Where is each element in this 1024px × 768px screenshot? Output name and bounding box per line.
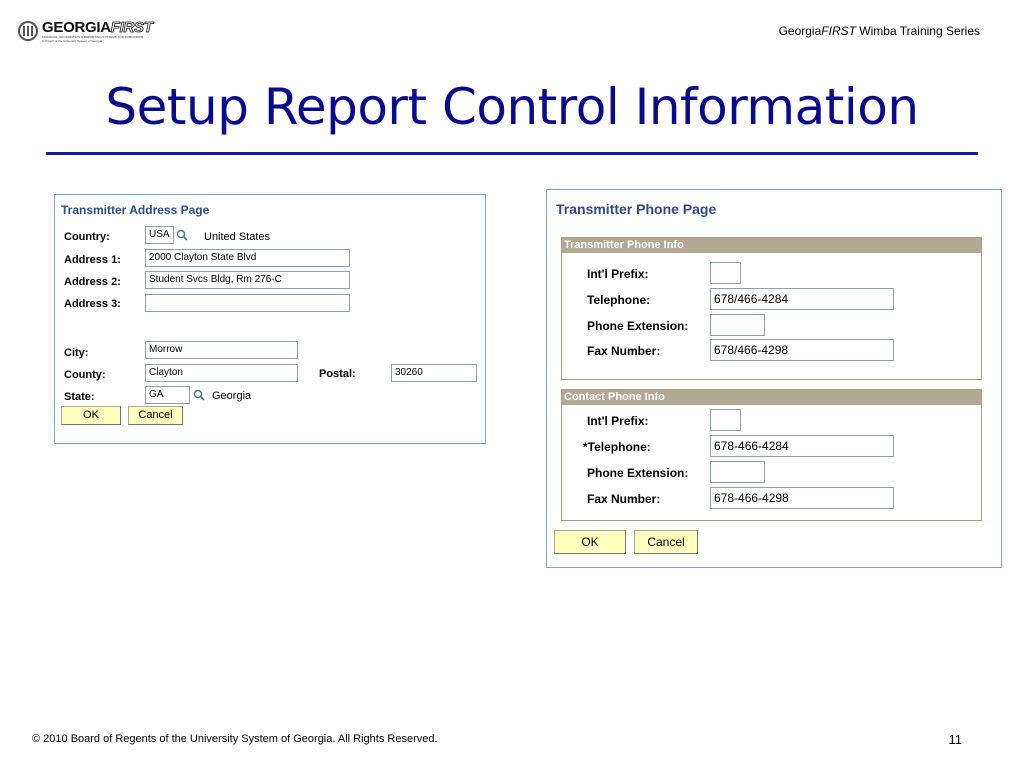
series-suffix: Wimba Training Series bbox=[855, 24, 980, 38]
slide-page-number: 11 bbox=[948, 732, 962, 747]
address2-label: Address 2: bbox=[64, 276, 121, 288]
address3-field[interactable] bbox=[145, 294, 350, 312]
contact-phone-extension-field[interactable] bbox=[710, 461, 765, 483]
logo-tagline: FINANCIAL, INFORMATION & REPORTING SYSTEMS FOR TOMORROW bbox=[42, 34, 144, 39]
state-field[interactable]: GA bbox=[145, 386, 190, 404]
phone-panel-title: Transmitter Phone Page bbox=[556, 201, 717, 217]
logo-tagline-2: A Project of the University System of Georgia bbox=[42, 38, 103, 43]
contact-phone-info-group bbox=[561, 389, 982, 521]
intl-prefix-label: Int'l Prefix: bbox=[587, 267, 649, 281]
contact-telephone-label: *Telephone: bbox=[583, 440, 651, 454]
phone-cancel-button[interactable]: Cancel bbox=[634, 530, 698, 554]
logo-main-text: GEORGIA bbox=[42, 18, 111, 36]
address-ok-button[interactable]: OK bbox=[61, 406, 121, 425]
intl-prefix-field[interactable] bbox=[710, 262, 741, 284]
state-label: State: bbox=[64, 391, 95, 403]
telephone-field[interactable]: 678/466-4284 bbox=[710, 288, 894, 310]
transmitter-address-panel bbox=[54, 194, 486, 444]
phone-extension-field[interactable] bbox=[710, 314, 765, 336]
city-label: City: bbox=[64, 347, 89, 359]
copyright-footer: © 2010 Board of Regents of the University System of Georgia. All Rights Reserved. bbox=[32, 733, 438, 745]
fax-number-field[interactable]: 678/466-4298 bbox=[710, 339, 894, 361]
contact-fax-number-label: Fax Number: bbox=[587, 492, 661, 506]
contact-telephone-field[interactable]: 678-466-4284 bbox=[710, 435, 894, 457]
address3-label: Address 3: bbox=[64, 298, 121, 310]
phone-extension-label: Phone Extension: bbox=[587, 319, 689, 333]
logo-accent-text: FIRST bbox=[110, 18, 153, 36]
contact-intl-prefix-label: Int'l Prefix: bbox=[587, 414, 649, 428]
contact-phone-info-heading: Contact Phone Info bbox=[562, 390, 981, 405]
postal-field[interactable]: 30260 bbox=[391, 364, 477, 382]
address-panel-title: Transmitter Address Page bbox=[61, 203, 210, 217]
country-field[interactable]: USA bbox=[145, 226, 174, 244]
address1-label: Address 1: bbox=[64, 254, 121, 266]
city-field[interactable]: Morrow bbox=[145, 341, 298, 359]
transmitter-phone-info-heading: Transmitter Phone Info bbox=[562, 238, 981, 253]
state-lookup-icon[interactable] bbox=[193, 389, 205, 401]
transmitter-phone-info-group bbox=[561, 237, 982, 380]
address2-field[interactable]: Student Svcs Bldg, Rm 276-C bbox=[145, 271, 350, 289]
telephone-label: Telephone: bbox=[587, 293, 651, 307]
series-prefix: Georgia bbox=[778, 24, 822, 38]
country-label: Country: bbox=[64, 231, 110, 243]
fax-number-label: Fax Number: bbox=[587, 344, 661, 358]
seal-icon bbox=[18, 21, 38, 41]
series-caption bbox=[779, 24, 980, 38]
contact-fax-number-field[interactable]: 678-466-4298 bbox=[710, 487, 894, 509]
address-cancel-button[interactable]: Cancel bbox=[128, 406, 183, 425]
county-label: County: bbox=[64, 369, 106, 381]
address1-field[interactable]: 2000 Clayton State Blvd bbox=[145, 249, 350, 267]
slide-title: Setup Report Control Information bbox=[105, 78, 919, 136]
phone-ok-button[interactable]: OK bbox=[554, 530, 626, 554]
transmitter-phone-panel bbox=[546, 189, 1002, 568]
series-italic: FIRST bbox=[821, 24, 856, 38]
postal-label: Postal: bbox=[319, 368, 356, 380]
county-field[interactable]: Clayton bbox=[145, 364, 298, 382]
contact-intl-prefix-field[interactable] bbox=[710, 409, 741, 431]
contact-phone-extension-label: Phone Extension: bbox=[587, 466, 689, 480]
georgiafirst-logo bbox=[18, 17, 178, 45]
state-description: Georgia bbox=[212, 390, 252, 402]
title-divider bbox=[46, 152, 978, 155]
country-description: United States bbox=[204, 231, 271, 243]
country-lookup-icon[interactable] bbox=[176, 229, 188, 241]
